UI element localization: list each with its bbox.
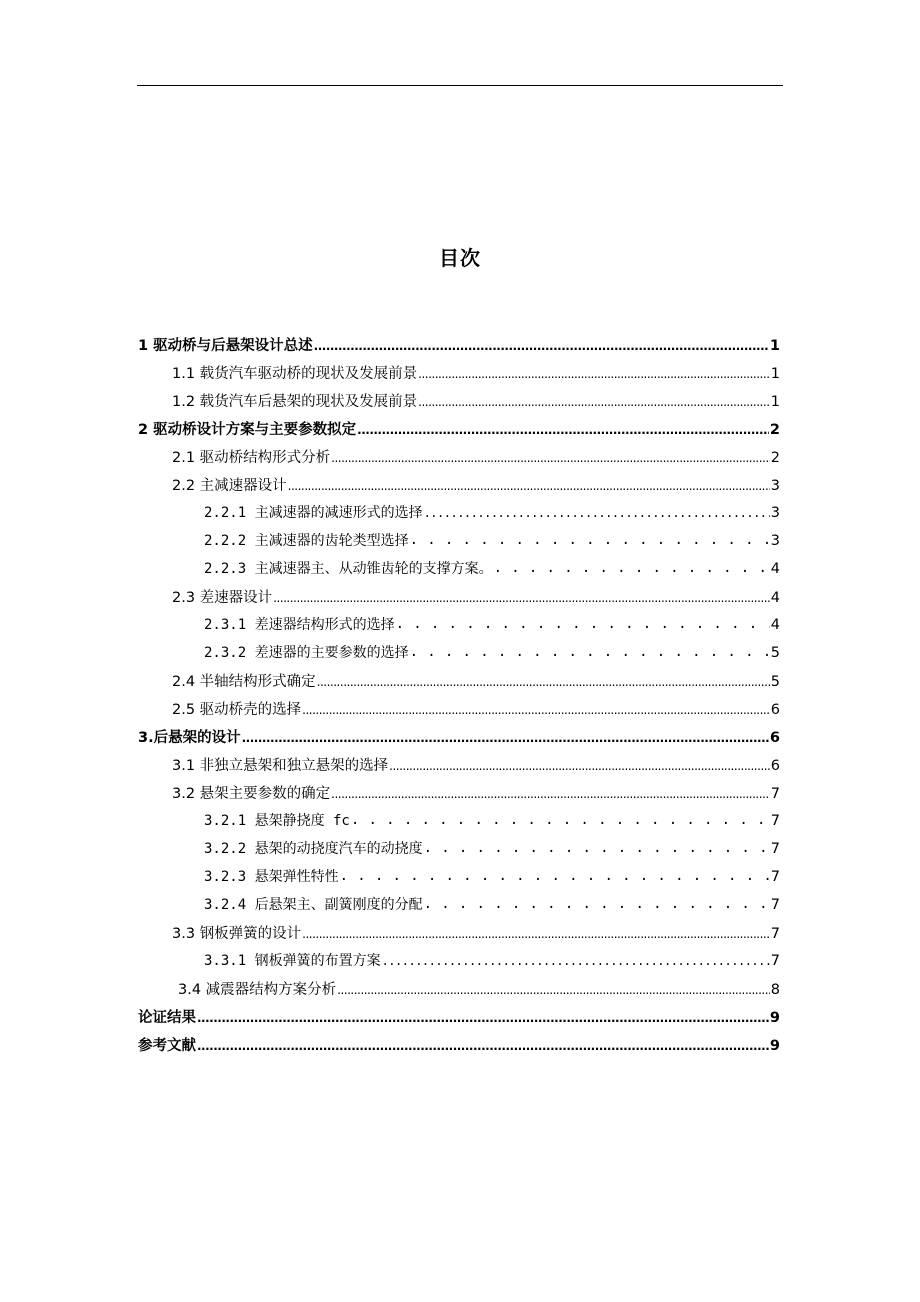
toc-leader: [331, 784, 770, 798]
toc-entry[interactable]: [172, 446, 780, 474]
toc-leader: [302, 924, 770, 938]
toc-entry[interactable]: [204, 950, 780, 978]
toc-entry-label: 1.1 载货汽车驱动桥的现状及发展前景: [172, 366, 418, 382]
toc-entry-label: 3.1 非独立悬架和独立悬架的选择: [172, 758, 389, 774]
toc-leader: [317, 672, 770, 686]
toc-entry[interactable]: [172, 698, 780, 726]
toc-entry[interactable]: [172, 586, 780, 614]
toc-entry-page: 3: [770, 478, 780, 494]
toc-entry-page: 3: [770, 505, 780, 521]
toc-leader: [410, 531, 770, 545]
toc-entry-page: 7: [770, 926, 780, 942]
toc-entry-label: 2.2.2 主减速器的齿轮类型选择: [204, 533, 409, 549]
toc-entry-page: 7: [770, 953, 780, 969]
toc-entry-page: 9: [769, 1010, 780, 1026]
toc-entry-label: 3.2.3 悬架弹性特性: [204, 869, 339, 885]
toc-entry-page: 7: [770, 841, 780, 857]
toc-entry[interactable]: [138, 334, 780, 362]
toc-entry-label: 1.2 载货汽车后悬架的现状及发展前景: [172, 394, 418, 410]
toc-entry-label: 1 驱动桥与后悬架设计总述: [138, 338, 313, 354]
toc-entry[interactable]: [204, 502, 780, 530]
toc-entry-page: 3: [770, 533, 780, 549]
toc-entry[interactable]: [204, 866, 780, 894]
toc-entry-page: 6: [770, 702, 780, 718]
toc-leader: [340, 867, 770, 881]
toc-entry[interactable]: [172, 754, 780, 782]
toc-entry[interactable]: [172, 474, 780, 502]
toc-entry[interactable]: [138, 418, 780, 446]
toc-entry-page: 5: [770, 645, 780, 661]
toc-entry-page: 1: [770, 366, 780, 382]
toc-entry-label: 3.2 悬架主要参数的确定: [172, 786, 331, 802]
toc-entry[interactable]: [172, 390, 780, 418]
toc-entry[interactable]: [204, 530, 780, 558]
toc-leader: [494, 559, 770, 573]
toc-entry-page: 7: [770, 897, 780, 913]
toc-leader: [357, 420, 769, 434]
toc-entry[interactable]: [172, 670, 780, 698]
toc-entry[interactable]: [172, 782, 780, 810]
toc-entry-label: 3.4 减震器结构方案分析: [178, 982, 337, 998]
toc-leader: [418, 364, 770, 378]
toc-entry-label: 3.3 钢板弹簧的设计: [172, 926, 302, 942]
toc-entry-page: 2: [770, 450, 780, 466]
toc-leader: [273, 588, 770, 602]
toc-entry[interactable]: [204, 894, 780, 922]
toc-entry-page: 7: [770, 786, 780, 802]
header-rule: [137, 85, 783, 86]
toc-leader: [351, 811, 770, 825]
toc-entry[interactable]: [204, 810, 780, 838]
toc-entry[interactable]: [204, 614, 780, 642]
toc-entry-label: 2.4 半轴结构形式确定: [172, 674, 316, 690]
toc-entry-label: 3.2.4 后悬架主、副簧刚度的分配: [204, 897, 423, 913]
toc-entry-label: 2.2.3 主减速器主、从动锥齿轮的支撑方案。: [204, 561, 493, 577]
toc-leader: [424, 895, 770, 909]
toc-entry-label: 3.后悬架的设计: [138, 730, 241, 746]
toc-entry-page: 4: [770, 617, 780, 633]
toc-entry[interactable]: [138, 1034, 780, 1062]
toc-entry-page: 7: [770, 869, 780, 885]
toc-entry-label: 2 驱动桥设计方案与主要参数拟定: [138, 422, 357, 438]
toc-leader: [197, 1036, 769, 1050]
toc-entry-label: 2.3.1 差速器结构形式的选择: [204, 617, 395, 633]
toc-entry-page: 6: [770, 758, 780, 774]
toc-entry[interactable]: [138, 726, 780, 754]
toc-leader: [410, 643, 770, 657]
toc-leader: [337, 980, 770, 994]
toc-title: 目次: [439, 246, 481, 270]
toc-entry-label: 3.2.1 悬架静挠度 fc: [204, 813, 350, 829]
toc-entry-page: 4: [770, 590, 780, 606]
toc-leader: [302, 700, 770, 714]
toc-entry-page: 1: [769, 338, 780, 354]
toc-entry-label: 3.2.2 悬架的动挠度汽车的动挠度: [204, 841, 423, 857]
toc-entry-label: 2.5 驱动桥壳的选择: [172, 702, 302, 718]
toc-entry[interactable]: [172, 922, 780, 950]
toc-leader: [389, 756, 770, 770]
toc-leader: [314, 336, 769, 350]
toc-entry-label: 2.3.2 差速器的主要参数的选择: [204, 645, 409, 661]
toc-leader: [424, 839, 770, 853]
toc-leader: [396, 615, 770, 629]
toc-entry-page: 8: [770, 982, 780, 998]
toc-leader: [288, 476, 770, 490]
toc-entry-page: 7: [770, 813, 780, 829]
toc-leader: [382, 951, 770, 965]
toc-entry-page: 4: [770, 561, 780, 577]
toc-entry-label: 参考文献: [138, 1038, 196, 1054]
toc-entry-page: 9: [769, 1038, 780, 1054]
toc-entry-label: 2.2 主减速器设计: [172, 478, 287, 494]
toc-entry-label: 2.1 驱动桥结构形式分析: [172, 450, 331, 466]
toc-entry[interactable]: [178, 978, 780, 1006]
toc-entry-page: 2: [769, 422, 780, 438]
toc-leader: [424, 503, 770, 517]
toc-entry[interactable]: [172, 362, 780, 390]
toc-entry[interactable]: [138, 1006, 780, 1034]
toc-entry-label: 2.2.1 主减速器的减速形式的选择: [204, 505, 423, 521]
toc-entry[interactable]: [204, 642, 780, 670]
toc-entry[interactable]: [204, 558, 780, 586]
toc-entry-label: 论证结果: [138, 1010, 196, 1026]
toc-leader: [418, 392, 770, 406]
toc-leader: [242, 728, 769, 742]
toc-entry-page: 1: [770, 394, 780, 410]
toc-entry-label: 3.3.1 钢板弹簧的布置方案: [204, 953, 381, 969]
toc-entry-label: 2.3 差速器设计: [172, 590, 273, 606]
toc-entry-page: 6: [769, 730, 780, 746]
toc-entry-page: 5: [770, 674, 780, 690]
toc-leader: [331, 448, 770, 462]
toc-entry[interactable]: [204, 838, 780, 866]
toc-leader: [197, 1008, 769, 1022]
